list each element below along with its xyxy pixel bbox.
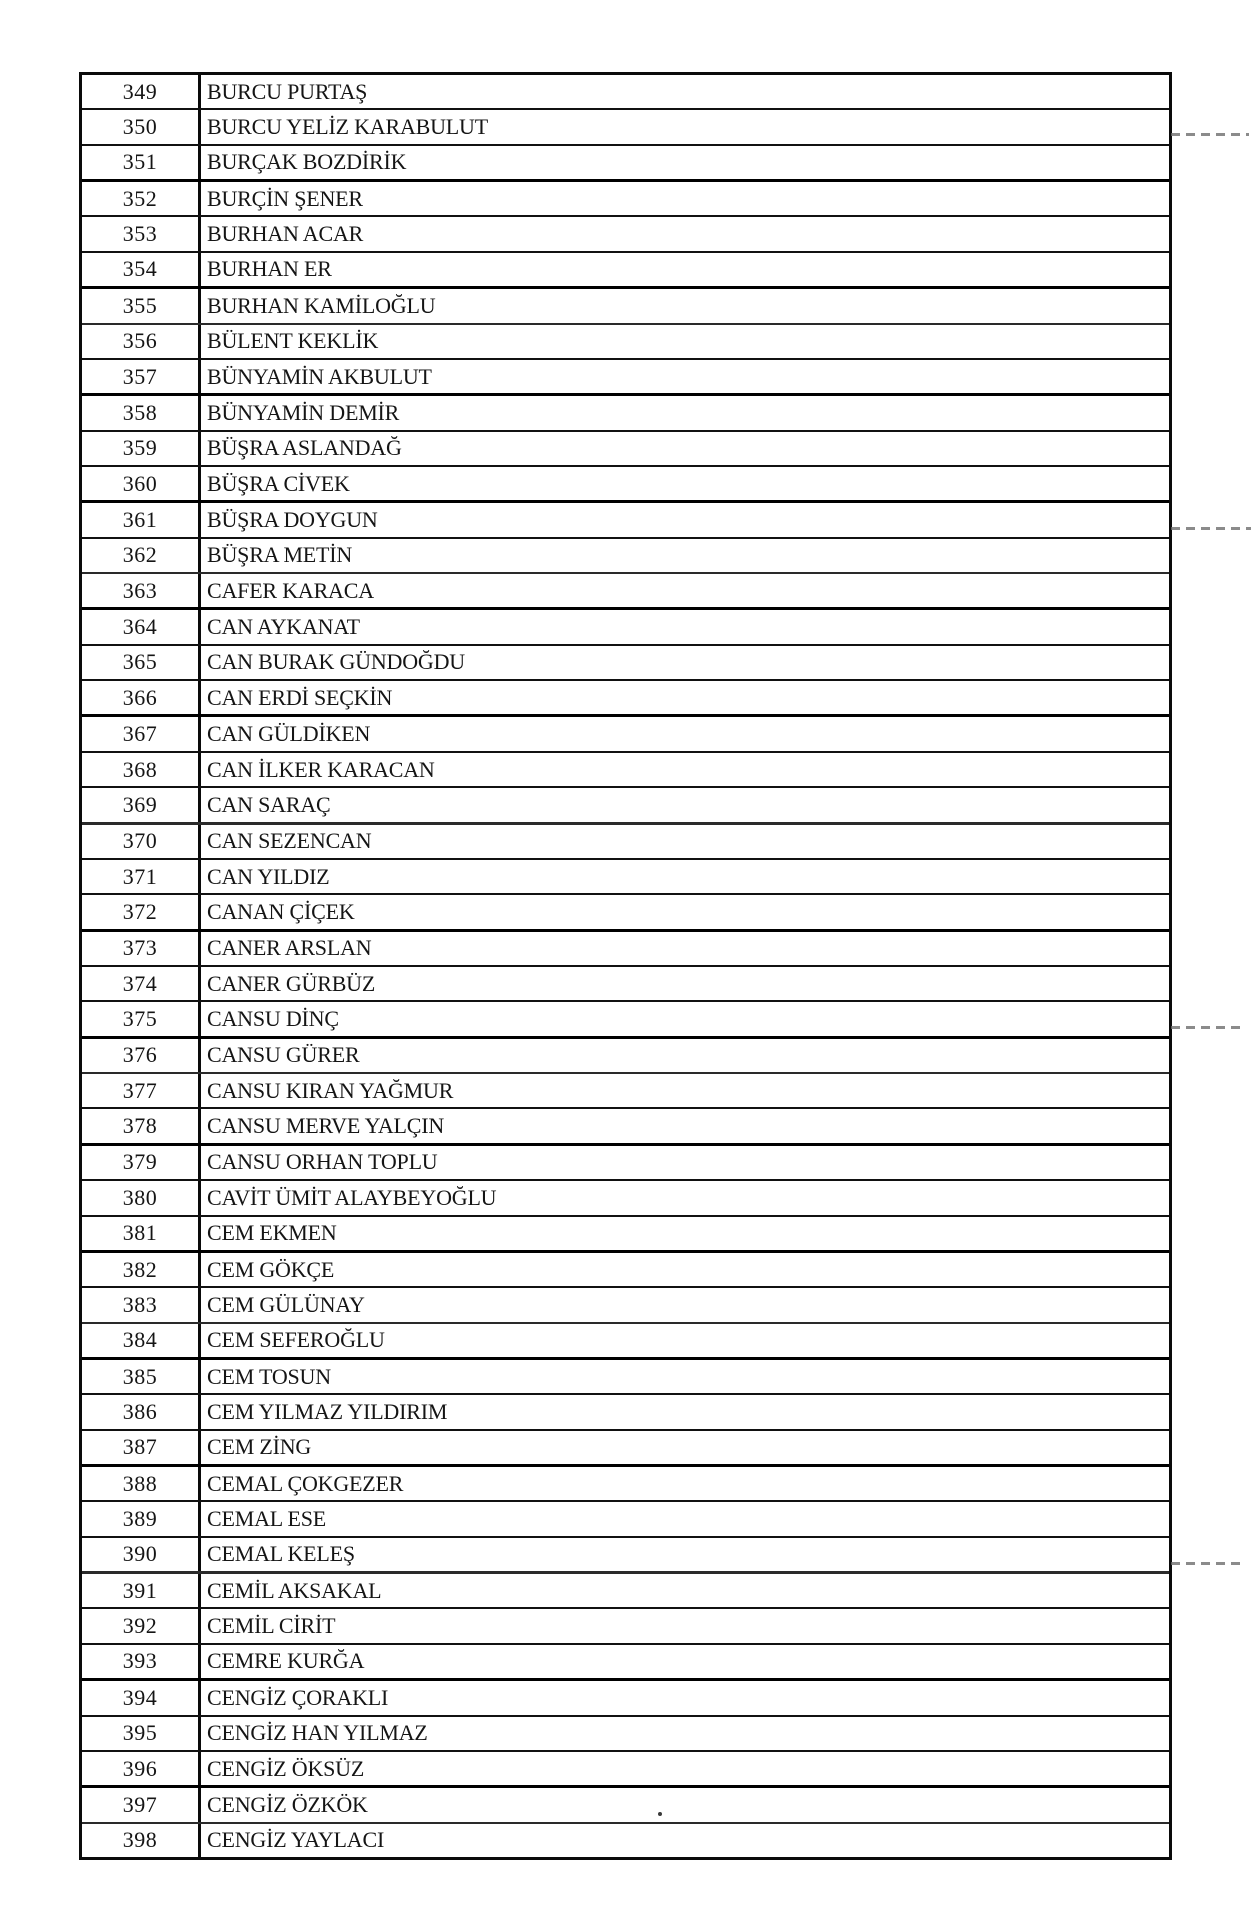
row-number-cell: 354 bbox=[82, 253, 201, 286]
row-number-cell: 382 bbox=[82, 1253, 201, 1286]
row-number-cell: 377 bbox=[82, 1074, 201, 1107]
table-row bbox=[82, 1681, 1169, 1716]
table-row bbox=[82, 1431, 1169, 1467]
row-name-cell: CAN ERDİ SEÇKİN bbox=[207, 684, 393, 710]
row-number-cell: 398 bbox=[82, 1824, 201, 1857]
row-number-cell: 360 bbox=[82, 467, 201, 500]
table-row bbox=[82, 753, 1169, 788]
row-name-cell: BURHAN KAMİLOĞLU bbox=[207, 292, 436, 318]
row-number-cell: 393 bbox=[82, 1645, 201, 1678]
row-number-cell: 389 bbox=[82, 1502, 201, 1535]
table-row bbox=[82, 325, 1169, 360]
row-name-cell: CENGİZ YAYLACI bbox=[207, 1827, 385, 1853]
row-number-cell: 387 bbox=[82, 1431, 201, 1464]
row-number-cell: 353 bbox=[82, 217, 201, 250]
table-row bbox=[82, 1324, 1169, 1360]
row-name-cell: CAN YILDIZ bbox=[207, 863, 330, 889]
row-name-cell: CENGİZ ÖZKÖK bbox=[207, 1791, 368, 1817]
row-number-cell: 350 bbox=[82, 110, 201, 143]
table-row bbox=[82, 110, 1169, 145]
row-number-cell: 396 bbox=[82, 1752, 201, 1785]
row-name-cell: CENGİZ HAN YILMAZ bbox=[207, 1720, 428, 1746]
row-number-cell: 351 bbox=[82, 146, 201, 179]
row-name-cell: BÜŞRA ASLANDAĞ bbox=[207, 435, 402, 461]
row-name-cell: CAFER KARACA bbox=[207, 577, 374, 603]
row-name-cell: CANSU GÜRER bbox=[207, 1042, 360, 1068]
table-row bbox=[82, 860, 1169, 895]
table-row bbox=[82, 1002, 1169, 1038]
row-name-cell: CANSU MERVE YALÇIN bbox=[207, 1113, 445, 1139]
row-number-cell: 392 bbox=[82, 1609, 201, 1642]
row-number-cell: 381 bbox=[82, 1217, 201, 1250]
row-name-cell: CEM GÜLÜNAY bbox=[207, 1291, 365, 1317]
table-row bbox=[82, 1574, 1169, 1609]
table-row bbox=[82, 1253, 1169, 1288]
row-name-cell: BÜŞRA DOYGUN bbox=[207, 506, 378, 532]
row-number-cell: 359 bbox=[82, 432, 201, 465]
row-number-cell: 364 bbox=[82, 610, 201, 643]
table-row bbox=[82, 432, 1169, 467]
table-row bbox=[82, 1824, 1169, 1857]
row-number-cell: 383 bbox=[82, 1288, 201, 1321]
row-number-cell: 394 bbox=[82, 1681, 201, 1714]
row-number-cell: 375 bbox=[82, 1002, 201, 1035]
row-number-cell: 356 bbox=[82, 325, 201, 358]
table-row bbox=[82, 1467, 1169, 1502]
row-name-cell: CANER ARSLAN bbox=[207, 935, 372, 961]
table-row bbox=[82, 932, 1169, 967]
row-number-cell: 385 bbox=[82, 1360, 201, 1393]
row-number-cell: 378 bbox=[82, 1109, 201, 1142]
table-row bbox=[82, 75, 1169, 110]
row-name-cell: BÜNYAMİN AKBULUT bbox=[207, 363, 432, 389]
table-row bbox=[82, 1609, 1169, 1644]
row-number-cell: 388 bbox=[82, 1467, 201, 1500]
row-number-cell: 368 bbox=[82, 753, 201, 786]
row-number-cell: 391 bbox=[82, 1574, 201, 1607]
row-name-cell: CANSU KIRAN YAĞMUR bbox=[207, 1077, 454, 1103]
table-row bbox=[82, 289, 1169, 324]
row-name-cell: CEM SEFEROĞLU bbox=[207, 1327, 385, 1353]
row-name-cell: CEMİL AKSAKAL bbox=[207, 1577, 382, 1603]
row-number-cell: 366 bbox=[82, 681, 201, 714]
table-row bbox=[82, 825, 1169, 860]
row-number-cell: 371 bbox=[82, 860, 201, 893]
table-row bbox=[82, 895, 1169, 931]
table-row bbox=[82, 646, 1169, 681]
row-number-cell: 386 bbox=[82, 1395, 201, 1428]
row-number-cell: 384 bbox=[82, 1324, 201, 1357]
row-name-cell: CEM YILMAZ YILDIRIM bbox=[207, 1398, 448, 1424]
row-name-cell: CANSU DİNÇ bbox=[207, 1006, 339, 1032]
row-name-cell: CEM GÖKÇE bbox=[207, 1256, 335, 1282]
row-name-cell: CEMAL ÇOKGEZER bbox=[207, 1470, 404, 1496]
table-row bbox=[82, 503, 1169, 538]
row-name-cell: BURHAN ACAR bbox=[207, 221, 364, 247]
row-number-cell: 379 bbox=[82, 1146, 201, 1179]
table-row bbox=[82, 217, 1169, 252]
table-row bbox=[82, 1788, 1169, 1823]
table-row bbox=[82, 182, 1169, 217]
table-row bbox=[82, 1109, 1169, 1145]
row-name-cell: CANAN ÇİÇEK bbox=[207, 898, 355, 924]
scan-artifact bbox=[658, 1812, 662, 1816]
row-number-cell: 374 bbox=[82, 967, 201, 1000]
row-name-cell: CENGİZ ÇORAKLI bbox=[207, 1684, 389, 1710]
row-number-cell: 380 bbox=[82, 1181, 201, 1214]
row-number-cell: 376 bbox=[82, 1039, 201, 1072]
table-row bbox=[82, 360, 1169, 396]
row-name-cell: BURÇİN ŞENER bbox=[207, 185, 363, 211]
row-name-cell: CEM ZİNG bbox=[207, 1434, 312, 1460]
row-name-cell: CAN İLKER KARACAN bbox=[207, 756, 435, 782]
table-row bbox=[82, 1752, 1169, 1788]
row-name-cell: CEM TOSUN bbox=[207, 1363, 331, 1389]
scan-artifact bbox=[1171, 1562, 1241, 1565]
table-row bbox=[82, 1502, 1169, 1537]
table-row bbox=[82, 788, 1169, 824]
row-number-cell: 369 bbox=[82, 788, 201, 821]
table-row bbox=[82, 1288, 1169, 1323]
table-row bbox=[82, 1181, 1169, 1216]
row-number-cell: 372 bbox=[82, 895, 201, 928]
row-name-cell: CAN SARAÇ bbox=[207, 791, 331, 817]
row-name-cell: CAN BURAK GÜNDOĞDU bbox=[207, 649, 465, 675]
row-name-cell: BURHAN ER bbox=[207, 256, 332, 282]
row-name-cell: CAN AYKANAT bbox=[207, 614, 360, 640]
table-row bbox=[82, 1039, 1169, 1074]
row-name-cell: CAN GÜLDİKEN bbox=[207, 721, 371, 747]
row-name-cell: CAVİT ÜMİT ALAYBEYOĞLU bbox=[207, 1184, 497, 1210]
row-name-cell: CANER GÜRBÜZ bbox=[207, 970, 376, 996]
row-number-cell: 390 bbox=[82, 1538, 201, 1571]
row-name-cell: BÜNYAMİN DEMİR bbox=[207, 399, 400, 425]
row-name-cell: CEMİL CİRİT bbox=[207, 1613, 336, 1639]
row-name-cell: CEMAL ESE bbox=[207, 1506, 326, 1532]
row-number-cell: 373 bbox=[82, 932, 201, 965]
table-row bbox=[82, 539, 1169, 574]
name-list-table bbox=[79, 72, 1172, 1860]
table-row bbox=[82, 1717, 1169, 1752]
row-number-cell: 361 bbox=[82, 503, 201, 536]
table-row bbox=[82, 717, 1169, 752]
row-name-cell: CENGİZ ÖKSÜZ bbox=[207, 1755, 365, 1781]
row-name-cell: BÜŞRA CİVEK bbox=[207, 470, 350, 496]
table-row bbox=[82, 610, 1169, 645]
table-row bbox=[82, 1360, 1169, 1395]
row-number-cell: 352 bbox=[82, 182, 201, 215]
table-row bbox=[82, 967, 1169, 1002]
scan-artifact bbox=[1171, 527, 1251, 530]
row-number-cell: 370 bbox=[82, 825, 201, 858]
row-name-cell: BURCU YELİZ KARABULUT bbox=[207, 114, 488, 140]
table-row bbox=[82, 1538, 1169, 1574]
row-name-cell: CEMAL KELEŞ bbox=[207, 1541, 355, 1567]
row-name-cell: BURCU PURTAŞ bbox=[207, 78, 368, 104]
row-name-cell: CAN SEZENCAN bbox=[207, 828, 372, 854]
row-number-cell: 362 bbox=[82, 539, 201, 572]
table-row bbox=[82, 467, 1169, 503]
row-number-cell: 358 bbox=[82, 396, 201, 429]
table-row bbox=[82, 1217, 1169, 1253]
table-row bbox=[82, 396, 1169, 431]
table-row bbox=[82, 1645, 1169, 1681]
table-row bbox=[82, 1146, 1169, 1181]
row-number-cell: 365 bbox=[82, 646, 201, 679]
table-row bbox=[82, 146, 1169, 182]
row-name-cell: BÜŞRA METİN bbox=[207, 542, 353, 568]
table-row bbox=[82, 681, 1169, 717]
row-name-cell: CEM EKMEN bbox=[207, 1220, 337, 1246]
row-name-cell: CEMRE KURĞA bbox=[207, 1648, 365, 1674]
table-row bbox=[82, 574, 1169, 610]
row-number-cell: 355 bbox=[82, 289, 201, 322]
row-number-cell: 349 bbox=[82, 75, 201, 108]
scan-artifact bbox=[1171, 133, 1249, 136]
scan-artifact bbox=[1171, 1026, 1246, 1029]
row-number-cell: 397 bbox=[82, 1788, 201, 1821]
table-row bbox=[82, 253, 1169, 289]
row-number-cell: 367 bbox=[82, 717, 201, 750]
row-name-cell: CANSU ORHAN TOPLU bbox=[207, 1149, 438, 1175]
row-number-cell: 357 bbox=[82, 360, 201, 393]
row-number-cell: 395 bbox=[82, 1717, 201, 1750]
row-name-cell: BÜLENT KEKLİK bbox=[207, 328, 379, 354]
table-row bbox=[82, 1074, 1169, 1109]
row-name-cell: BURÇAK BOZDİRİK bbox=[207, 149, 407, 175]
row-number-cell: 363 bbox=[82, 574, 201, 607]
table-row bbox=[82, 1395, 1169, 1430]
